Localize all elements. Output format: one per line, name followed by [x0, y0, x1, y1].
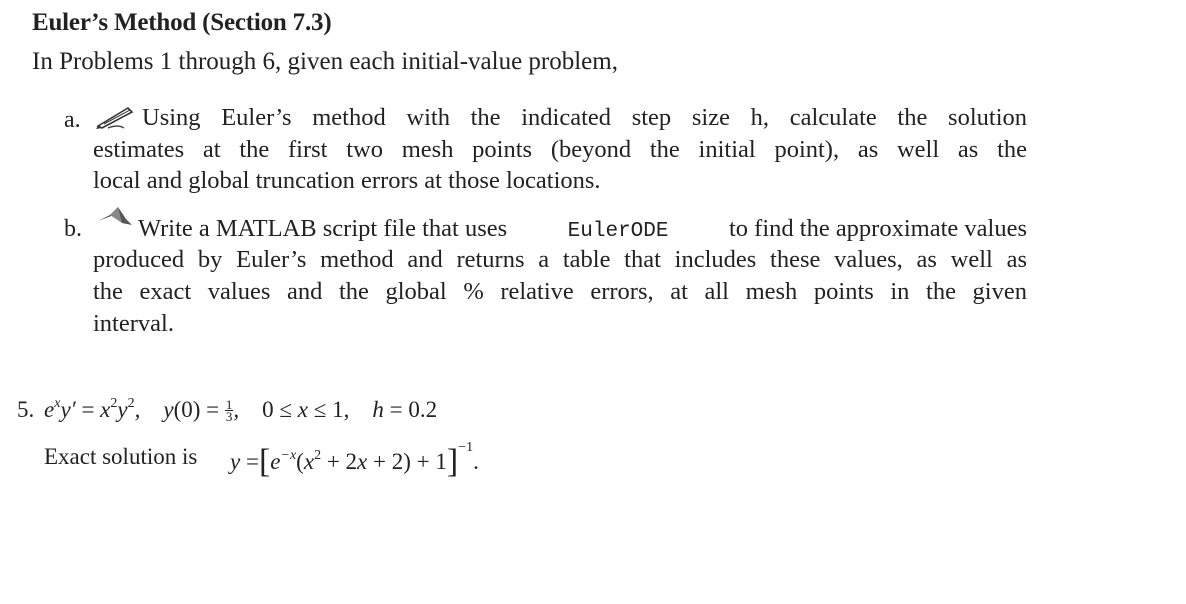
- euler-ode-code: EulerODE: [567, 220, 669, 243]
- item-b-letter: b.: [64, 216, 82, 242]
- matlab-icon: [96, 205, 134, 234]
- pencil-icon: [94, 104, 138, 135]
- item-a-line-1: Using Euler’s method with the indicated step size h, calculate the solution: [142, 104, 1027, 131]
- exact-solution-label: Exact solution is: [44, 444, 198, 469]
- item-b-line-4: interval.: [93, 310, 174, 337]
- item-b-line-1-after: to find the approximate values: [728, 215, 1027, 242]
- item-b-line-2: produced by Euler’s method and returns a table that includes these values, as well as: [93, 246, 1027, 273]
- problem-equation: $e^xy' = x^2y^2$, y(0) = $\frac{1}{3}$ , 0 ≤ x ≤ 1, h = 0.2: [44, 396, 438, 424]
- exact-solution-formula: $y =[e^{-x}(x^2 + 2x + 2) + 1]^{-1}$.: [230, 440, 479, 480]
- item-b-line-1-before: Write a MATLAB script file that uses: [138, 215, 508, 242]
- item-a-line-2: estimates at the first two mesh points (beyond the initial point), as well as the: [93, 136, 1027, 163]
- section-title: Euler’s Method (Section 7.3): [32, 9, 332, 36]
- item-b-line-1: [138, 215, 1027, 243]
- intro-text: In Problems 1 through 6, given each initial-value problem,: [32, 48, 618, 75]
- problem-number: 5.: [17, 397, 35, 422]
- item-a-letter: a.: [64, 107, 81, 133]
- item-b-line-3: the exact values and the global % relative errors, at all mesh points in the given: [93, 278, 1027, 305]
- item-a-line-3: local and global truncation errors at those locations.: [93, 167, 601, 194]
